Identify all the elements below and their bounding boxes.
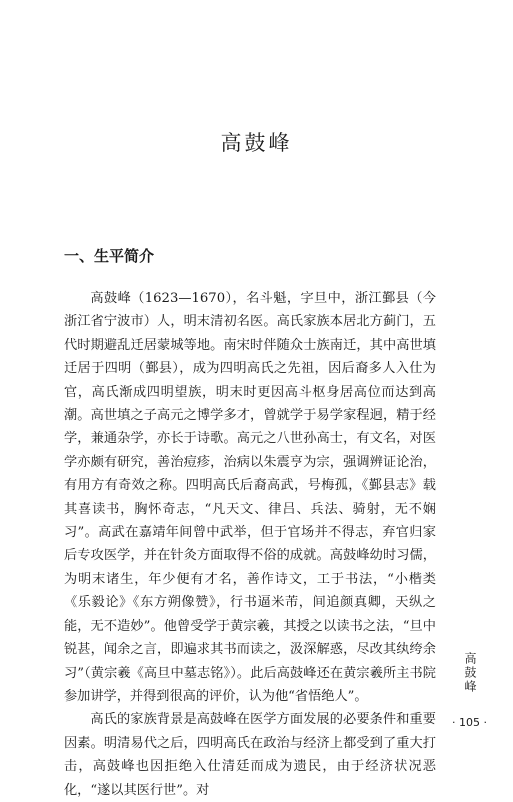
paragraph-1: 高鼓峰（1623—1670），名斗魁，字旦中，浙江鄞县（今浙江省宁波市）人，明末清初名医。高氏家族本居北方蓟门，五代时期避乱迁居蒙城等地。南宋时伴随众士族南迁，其中高世填迁居于四明（鄞县），成为四明高氏之先祖，因后裔多人入仕为官，高氏渐成四明望族，明末时更因高斗枢身居高位而达到高潮。高世填之子高元之博学多才，曾就学于易学家程迥，精于经学，兼通杂学，亦长于诗歌。高元之八世孙高士，有文名，对医学亦颇有研究，善治痘疹，治病以朱震亨为宗，强调辨证论治，有用方有奇效之称。四明高氏后裔高武，号梅孤，《鄞县志》载其喜读书，胸怀奇志，“凡天文、律吕、兵法、骑射，无不娴习”。高武在嘉靖年间曾中武举，但于官场并不得志，弃官归家后专攻医学，并在针灸方面取得不俗的成就。高鼓峰幼时习儒，为明末诸生，年少便有才名，善作诗文，工于书法，“小楷类《乐毅论》《东方朔像赞》，行书逼米芾，间追颜真卿，天纵之能，无不造妙”。他曾受学于黄宗羲，其授之以读书之法，“旦中锐甚，闻余之言，即遍求其书而读之，汲深解惑，尽改其纨绔余习”（黄宗羲《高旦中墓志铭》）。此后高鼓峰还在黄宗羲所主书院参加讲学，并得到很高的评价，认为他“省悟绝人”。 [64,291,436,704]
page-number: · 105 · [452,716,487,729]
section-heading: 一、生平简介 [64,247,155,265]
paragraph-2: 高氏的家族背景是高鼓峰在医学方面发展的必要条件和重要因素。明清易代之后，四明高氏在政治与经济上都受到了重大打击，高鼓峰也因拒绝入仕清廷而成为遗民，由于经济状况恶化，“遂以其医行世”。对 [64,712,436,798]
running-head: 高鼓峰 [463,652,477,694]
chapter-title: 高鼓峰 [220,131,293,155]
body-text [64,287,436,802]
